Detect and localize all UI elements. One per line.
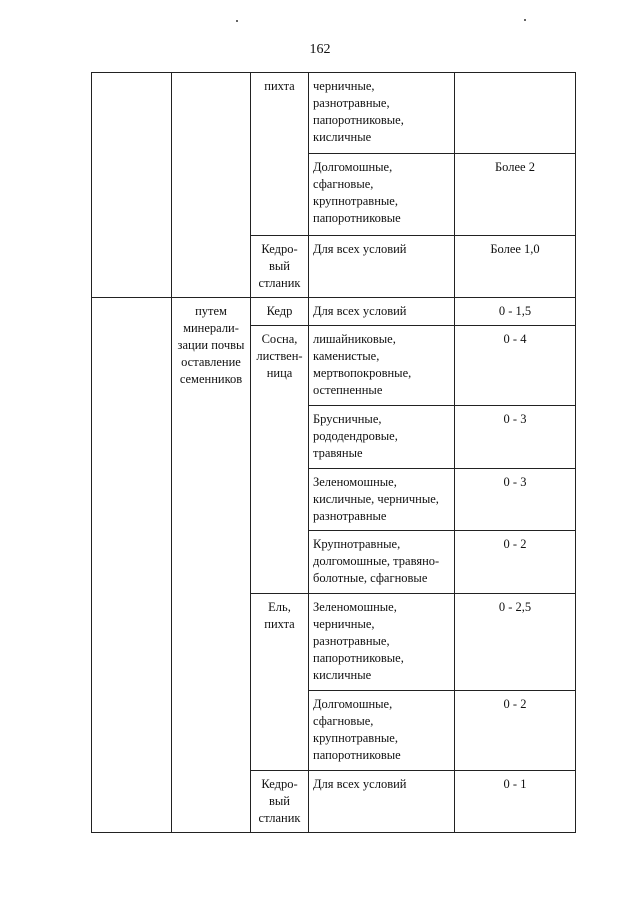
condition-text: Крупнотравные, долгомошные, травяно- болотные, сфагновые (313, 537, 440, 585)
value-cell (455, 298, 576, 326)
condition-text: лишайниковые, каменистые, мертвопокровные, остепненные (313, 332, 412, 397)
species-cell (251, 771, 309, 833)
value-text: 0 - 4 (503, 332, 527, 346)
value-text: 0 - 1 (503, 777, 527, 791)
condition-cell (309, 326, 455, 406)
condition-text: черничные, разнотравные, папоротниковые, кисличные (313, 79, 404, 144)
condition-text: Долгомошные, сфагновые, крупнотравные, папоротниковые (313, 697, 401, 762)
method-text: путем минерали- зации почвы оставление семенников (177, 304, 245, 386)
condition-cell (309, 236, 455, 298)
condition-cell (309, 298, 455, 326)
value-cell (455, 691, 576, 771)
value-text: 0 - 2 (503, 697, 527, 711)
scan-speck (236, 20, 238, 22)
condition-text: Для всех условий (313, 777, 407, 791)
value-text: 0 - 2,5 (498, 600, 532, 614)
species-cell (251, 326, 309, 594)
condition-cell (309, 154, 455, 236)
species-text: Кедро- вый стланик (258, 777, 301, 825)
condition-cell (309, 406, 455, 469)
value-cell (455, 594, 576, 691)
condition-text: Зеленомошные, черничные, разнотравные, папоротниковые, кисличные (313, 600, 404, 682)
page-number: 162 (309, 42, 331, 57)
condition-cell (309, 691, 455, 771)
condition-text: Для всех условий (313, 304, 407, 318)
table-row (92, 298, 576, 326)
value-text: 0 - 3 (503, 412, 527, 426)
value-cell (455, 531, 576, 594)
value-cell (455, 406, 576, 469)
species-cell (251, 594, 309, 771)
reforestation-table (91, 72, 576, 833)
value-cell (455, 326, 576, 406)
condition-text: Долгомошные, сфагновые, крупнотравные, папоротниковые (313, 160, 401, 225)
species-text: Сосна, листвен- ница (256, 332, 303, 380)
value-text: 0 - 1,5 (498, 304, 532, 318)
empty-cell (172, 73, 251, 298)
condition-cell (309, 469, 455, 531)
value-text (455, 73, 575, 78)
species-cell (251, 298, 309, 326)
species-text: Кедро- вый стланик (258, 242, 301, 290)
table-row (92, 73, 576, 154)
condition-cell (309, 73, 455, 154)
condition-text: Для всех условий (313, 242, 407, 256)
method-cell (172, 298, 251, 833)
condition-cell (309, 771, 455, 833)
species-cell (251, 236, 309, 298)
condition-cell (309, 594, 455, 691)
value-cell (455, 771, 576, 833)
empty-cell (92, 73, 172, 298)
value-text: 0 - 3 (503, 475, 527, 489)
value-cell (455, 154, 576, 236)
value-cell (455, 469, 576, 531)
value-text: Более 1,0 (490, 242, 540, 256)
species-text: Кедр (266, 304, 293, 318)
empty-cell (92, 298, 172, 833)
value-cell (455, 73, 576, 154)
species-text: пихта (264, 79, 295, 93)
condition-text: Брусничные, рододендровые, травяные (313, 412, 398, 460)
condition-text: Зеленомошные, кисличные, черничные, разнотравные (313, 475, 439, 523)
value-cell (455, 236, 576, 298)
species-text: Ель, пихта (264, 600, 295, 631)
condition-cell (309, 531, 455, 594)
scan-speck (524, 19, 526, 21)
value-text: 0 - 2 (503, 537, 527, 551)
species-cell (251, 73, 309, 236)
value-text: Более 2 (495, 160, 535, 174)
